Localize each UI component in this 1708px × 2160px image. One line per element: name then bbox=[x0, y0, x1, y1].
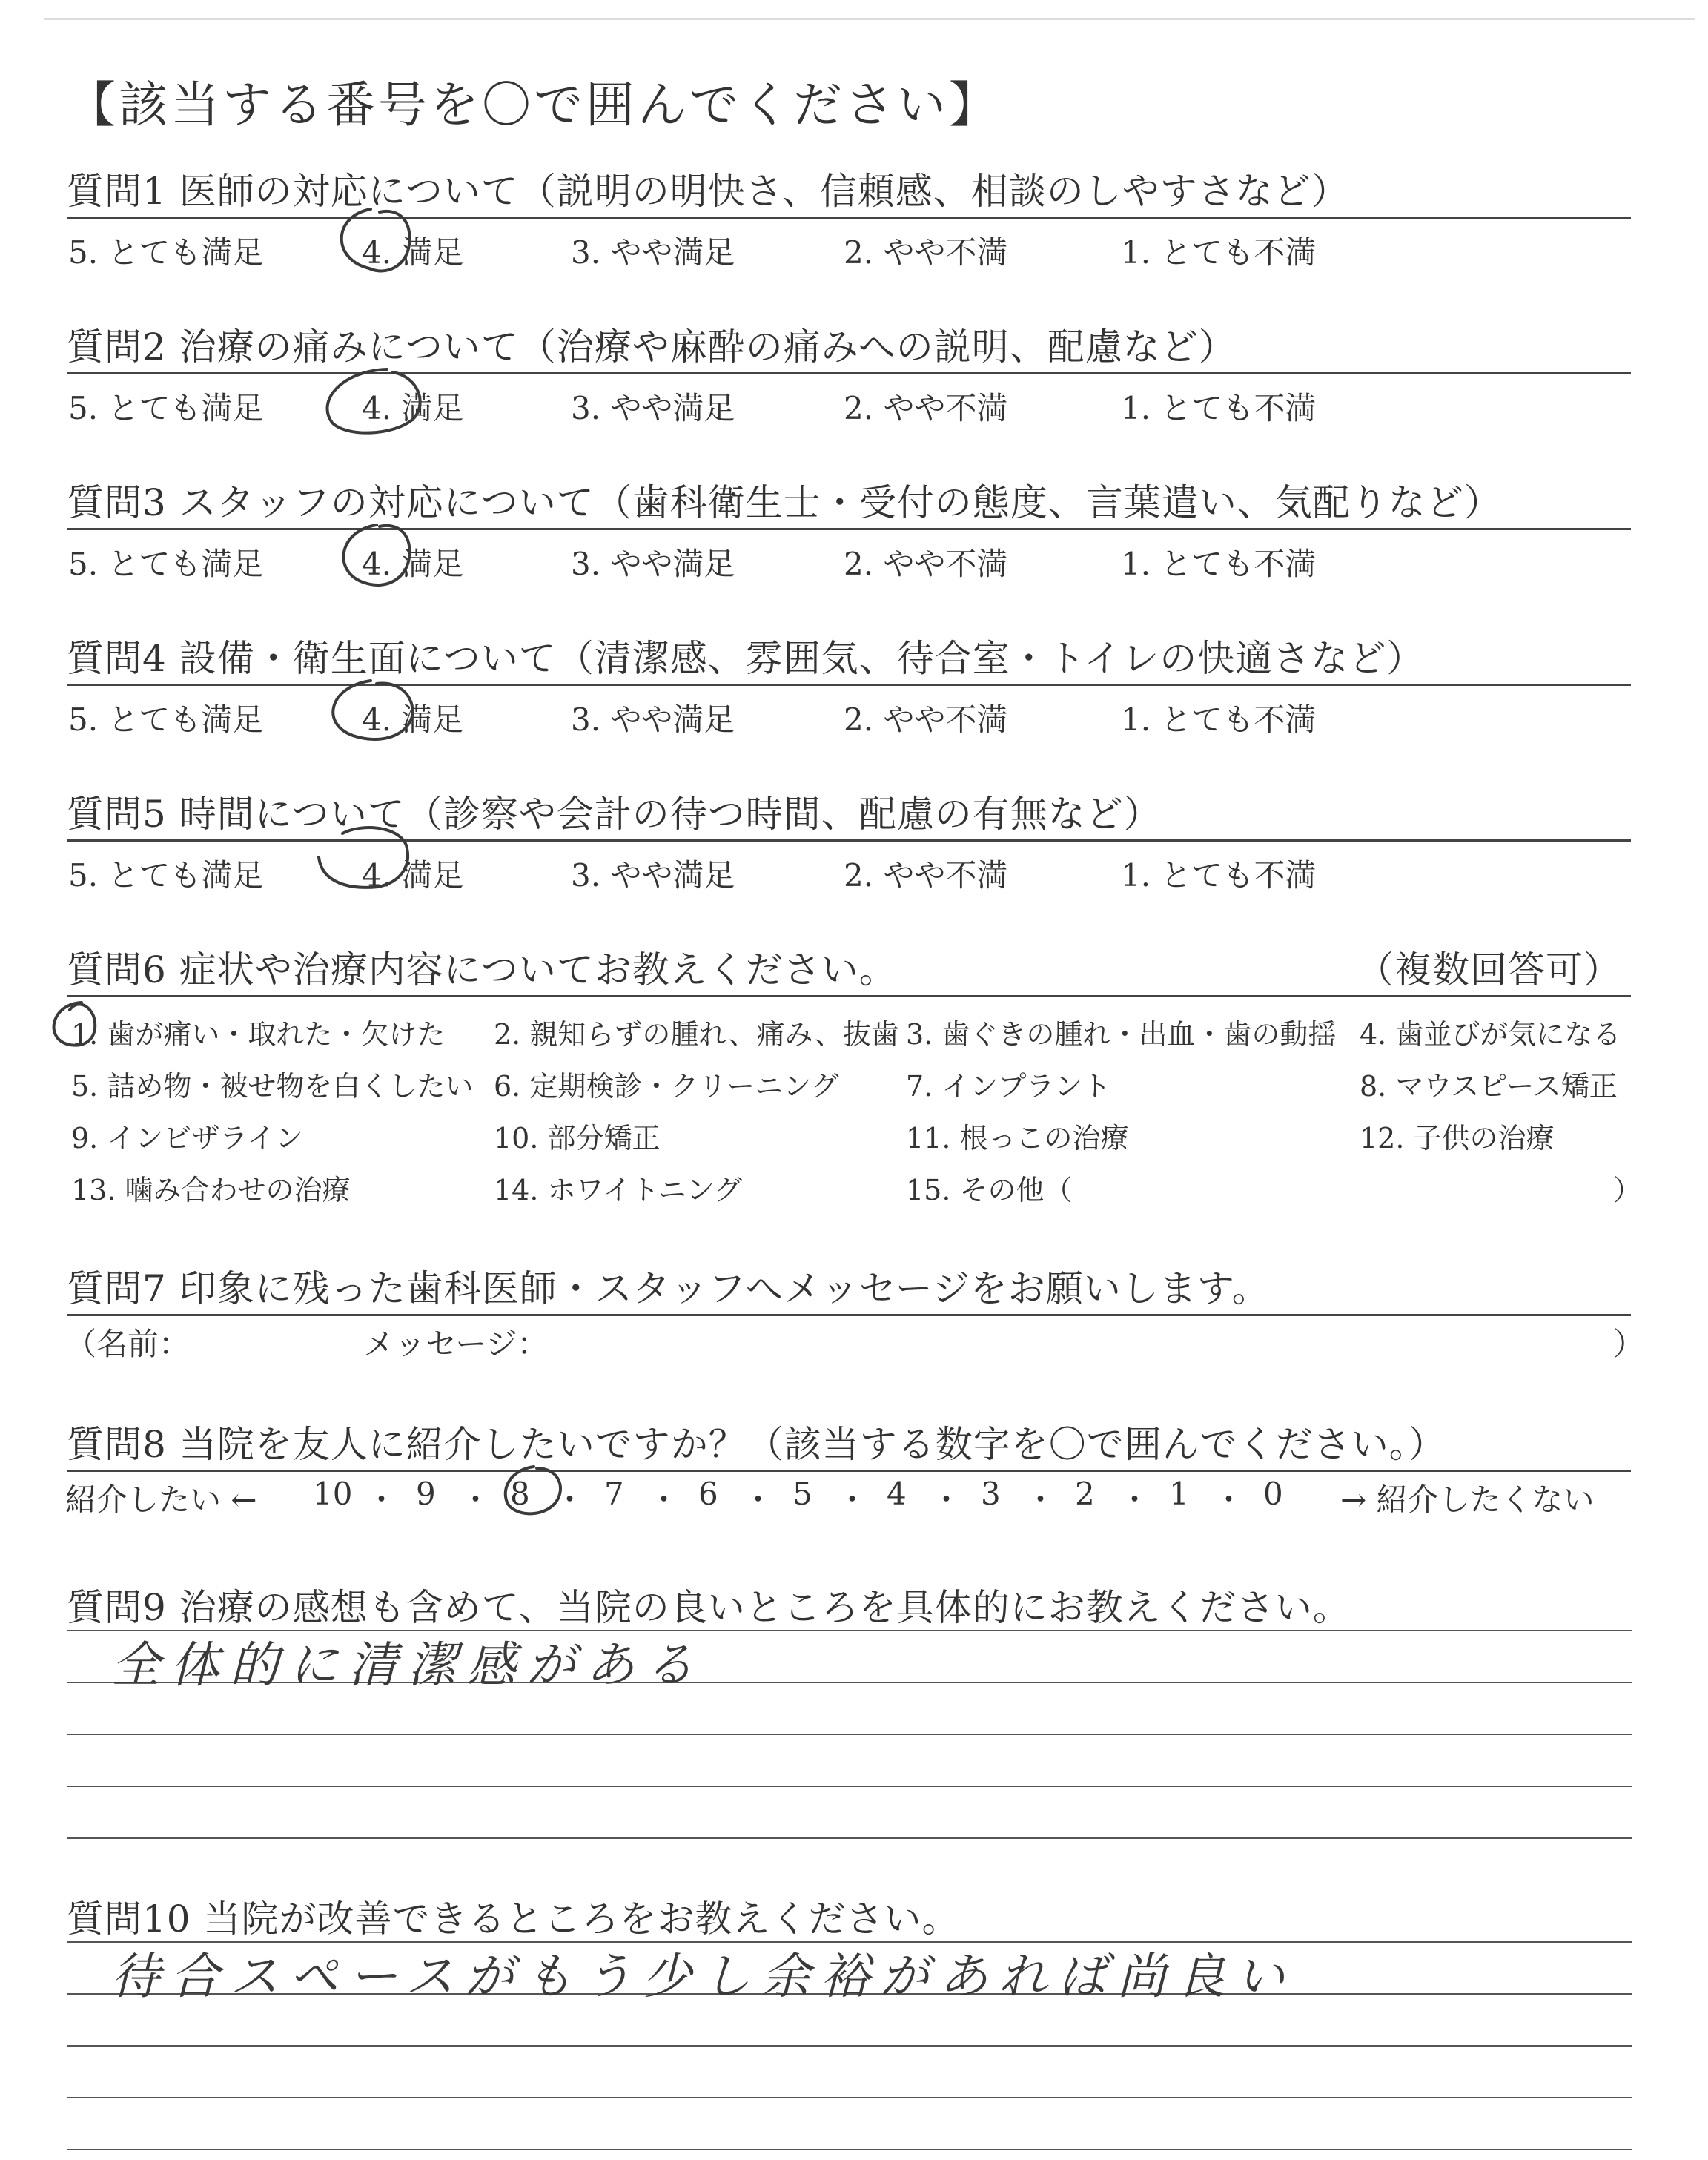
question-3-title: 質問3 スタッフの対応について（歯科衛生士・受付の態度、言葉遣い、気配りなど） bbox=[67, 481, 1502, 524]
question-6-note: （複数回答可） bbox=[1357, 948, 1621, 991]
q2-option-1[interactable]: 1. とても不満 bbox=[1121, 390, 1317, 426]
q3-option-4[interactable]: 4. 満足 bbox=[362, 546, 464, 582]
question-10-title: 質問10 当院が改善できるところをお教えください。 bbox=[67, 1898, 960, 1941]
q2-option-3[interactable]: 3. やや満足 bbox=[571, 390, 735, 426]
question-7-title: 質問7 印象に残った歯科医師・スタッフへメッセージをお願いします。 bbox=[67, 1267, 1270, 1310]
q8-scale-number-0[interactable]: 0 bbox=[1263, 1476, 1283, 1512]
q5-option-4[interactable]: 4. 満足 bbox=[362, 857, 464, 894]
q8-scale-number-10[interactable]: 10 bbox=[313, 1476, 353, 1512]
q8-scale-number-7[interactable]: 7 bbox=[604, 1476, 624, 1512]
q8-scale-number-1[interactable]: 1 bbox=[1169, 1476, 1189, 1512]
top-border bbox=[44, 18, 1695, 20]
q8-scale-separator: ・ bbox=[460, 1482, 491, 1518]
q10-line-3 bbox=[67, 2045, 1632, 2047]
q5-option-5[interactable]: 5. とても満足 bbox=[68, 857, 264, 894]
q6-option-5[interactable]: 5. 詰め物・被せ物を白くしたい bbox=[71, 1070, 474, 1103]
q3-option-3[interactable]: 3. やや満足 bbox=[571, 546, 735, 582]
q8-scale-number-4[interactable]: 4 bbox=[887, 1476, 907, 1512]
question-8-rule bbox=[67, 1470, 1631, 1472]
q8-scale-separator: ・ bbox=[836, 1482, 868, 1518]
question-6-title: 質問6 症状や治療内容についてお教えください。 bbox=[67, 948, 897, 991]
q4-option-4[interactable]: 4. 満足 bbox=[362, 701, 464, 738]
q9-line-5 bbox=[67, 1837, 1632, 1839]
q7-close: ） bbox=[1613, 1326, 1645, 1362]
q8-scale-number-3[interactable]: 3 bbox=[981, 1476, 1001, 1512]
q6-option-10[interactable]: 10. 部分矯正 bbox=[494, 1122, 661, 1155]
q8-right-label: → 紹介したくない bbox=[1340, 1482, 1595, 1518]
page-heading: 【該当する番号を〇で囲んでください】 bbox=[67, 76, 1001, 133]
q1-option-4[interactable]: 4. 満足 bbox=[362, 234, 464, 271]
q7-message-label[interactable]: メッセージ： bbox=[363, 1326, 549, 1362]
question-5-rule bbox=[67, 839, 1631, 842]
q2-option-4[interactable]: 4. 満足 bbox=[362, 390, 464, 426]
question-1-rule bbox=[67, 217, 1631, 219]
q8-left-label: 紹介したい ← bbox=[65, 1482, 257, 1518]
question-4-rule bbox=[67, 684, 1631, 686]
q6-option-14[interactable]: 14. ホワイトニング bbox=[494, 1174, 743, 1206]
question-1-title: 質問1 医師の対応について（説明の明快さ、信頼感、相談のしやすさなど） bbox=[67, 170, 1349, 213]
q6-option-6[interactable]: 6. 定期検診・クリーニング bbox=[494, 1070, 839, 1103]
q5-option-1[interactable]: 1. とても不満 bbox=[1121, 857, 1317, 894]
q8-scale-separator: ・ bbox=[1025, 1482, 1056, 1518]
q8-scale-separator: ・ bbox=[742, 1482, 774, 1518]
q10-handwritten-answer[interactable]: 待合スペースがもう少し余裕があれば尚良い bbox=[111, 1948, 1295, 2005]
q6-other-close: ） bbox=[1613, 1174, 1642, 1206]
q3-option-5[interactable]: 5. とても満足 bbox=[68, 546, 264, 582]
q9-line-4 bbox=[67, 1786, 1632, 1787]
q6-option-1[interactable]: 1. 歯が痛い・取れた・欠けた bbox=[71, 1018, 446, 1051]
q7-name-label[interactable]: （名前： bbox=[65, 1326, 191, 1362]
q1-option-1[interactable]: 1. とても不満 bbox=[1121, 234, 1317, 271]
question-2-rule bbox=[67, 372, 1631, 374]
q2-option-2[interactable]: 2. やや不満 bbox=[844, 390, 1008, 426]
q4-option-5[interactable]: 5. とても満足 bbox=[68, 701, 264, 738]
q3-option-2[interactable]: 2. やや不満 bbox=[844, 546, 1008, 582]
q8-scale-separator: ・ bbox=[1213, 1482, 1245, 1518]
question-5-title: 質問5 時間について（診察や会計の待つ時間、配慮の有無など） bbox=[67, 793, 1162, 836]
q6-option-8[interactable]: 8. マウスピース矯正 bbox=[1360, 1070, 1618, 1103]
q4-option-1[interactable]: 1. とても不満 bbox=[1121, 701, 1317, 738]
q10-line-5 bbox=[67, 2149, 1632, 2150]
q1-option-2[interactable]: 2. やや不満 bbox=[844, 234, 1008, 271]
q6-option-3[interactable]: 3. 歯ぐきの腫れ・出血・歯の動揺 bbox=[906, 1018, 1337, 1051]
q8-scale-separator: ・ bbox=[648, 1482, 680, 1518]
q9-handwritten-answer[interactable]: 全体的に清潔感がある bbox=[111, 1636, 704, 1694]
q4-option-2[interactable]: 2. やや不満 bbox=[844, 701, 1008, 738]
q8-scale-number-9[interactable]: 9 bbox=[416, 1476, 436, 1512]
question-8-title: 質問8 当院を友人に紹介したいですか？（該当する数字を〇で囲んでください。） bbox=[67, 1423, 1446, 1466]
q8-scale-number-8[interactable]: 8 bbox=[510, 1476, 530, 1512]
q6-option-2[interactable]: 2. 親知らずの腫れ、痛み、抜歯 bbox=[494, 1018, 899, 1051]
q8-scale-separator: ・ bbox=[930, 1482, 962, 1518]
question-9-title: 質問9 治療の感想も含めて、当院の良いところを具体的にお教えください。 bbox=[67, 1586, 1351, 1629]
q6-option-13[interactable]: 13. 噛み合わせの治療 bbox=[71, 1174, 351, 1206]
q6-option-4[interactable]: 4. 歯並びが気になる bbox=[1360, 1018, 1621, 1051]
q3-option-1[interactable]: 1. とても不満 bbox=[1121, 546, 1317, 582]
question-2-title: 質問2 治療の痛みについて（治療や麻酔の痛みへの説明、配慮など） bbox=[67, 326, 1237, 369]
q8-scale-separator: ・ bbox=[554, 1482, 586, 1518]
q6-option-9[interactable]: 9. インビザライン bbox=[71, 1122, 304, 1155]
question-7-rule bbox=[67, 1314, 1631, 1316]
q6-option-7[interactable]: 7. インプラント bbox=[906, 1070, 1111, 1103]
q8-scale-number-6[interactable]: 6 bbox=[698, 1476, 718, 1512]
question-6-rule bbox=[67, 995, 1631, 997]
q8-scale-separator: ・ bbox=[365, 1482, 397, 1518]
q6-option-11[interactable]: 11. 根っこの治療 bbox=[906, 1122, 1129, 1155]
q1-option-3[interactable]: 3. やや満足 bbox=[571, 234, 735, 271]
q9-line-3 bbox=[67, 1734, 1632, 1735]
q6-option-15[interactable]: 15. その他（ bbox=[906, 1174, 1073, 1206]
q8-scale-number-2[interactable]: 2 bbox=[1075, 1476, 1095, 1512]
question-4-title: 質問4 設備・衛生面について（清潔感、雰囲気、待合室・トイレの快適さなど） bbox=[67, 637, 1425, 680]
q5-option-2[interactable]: 2. やや不満 bbox=[844, 857, 1008, 894]
question-3-rule bbox=[67, 528, 1631, 530]
q6-option-12[interactable]: 12. 子供の治療 bbox=[1360, 1122, 1555, 1155]
q10-line-4 bbox=[67, 2097, 1632, 2098]
q8-scale-number-5[interactable]: 5 bbox=[792, 1476, 812, 1512]
q1-option-5[interactable]: 5. とても満足 bbox=[68, 234, 264, 271]
q2-option-5[interactable]: 5. とても満足 bbox=[68, 390, 264, 426]
q5-option-3[interactable]: 3. やや満足 bbox=[571, 857, 735, 894]
q4-option-3[interactable]: 3. やや満足 bbox=[571, 701, 735, 738]
q8-scale-separator: ・ bbox=[1119, 1482, 1151, 1518]
